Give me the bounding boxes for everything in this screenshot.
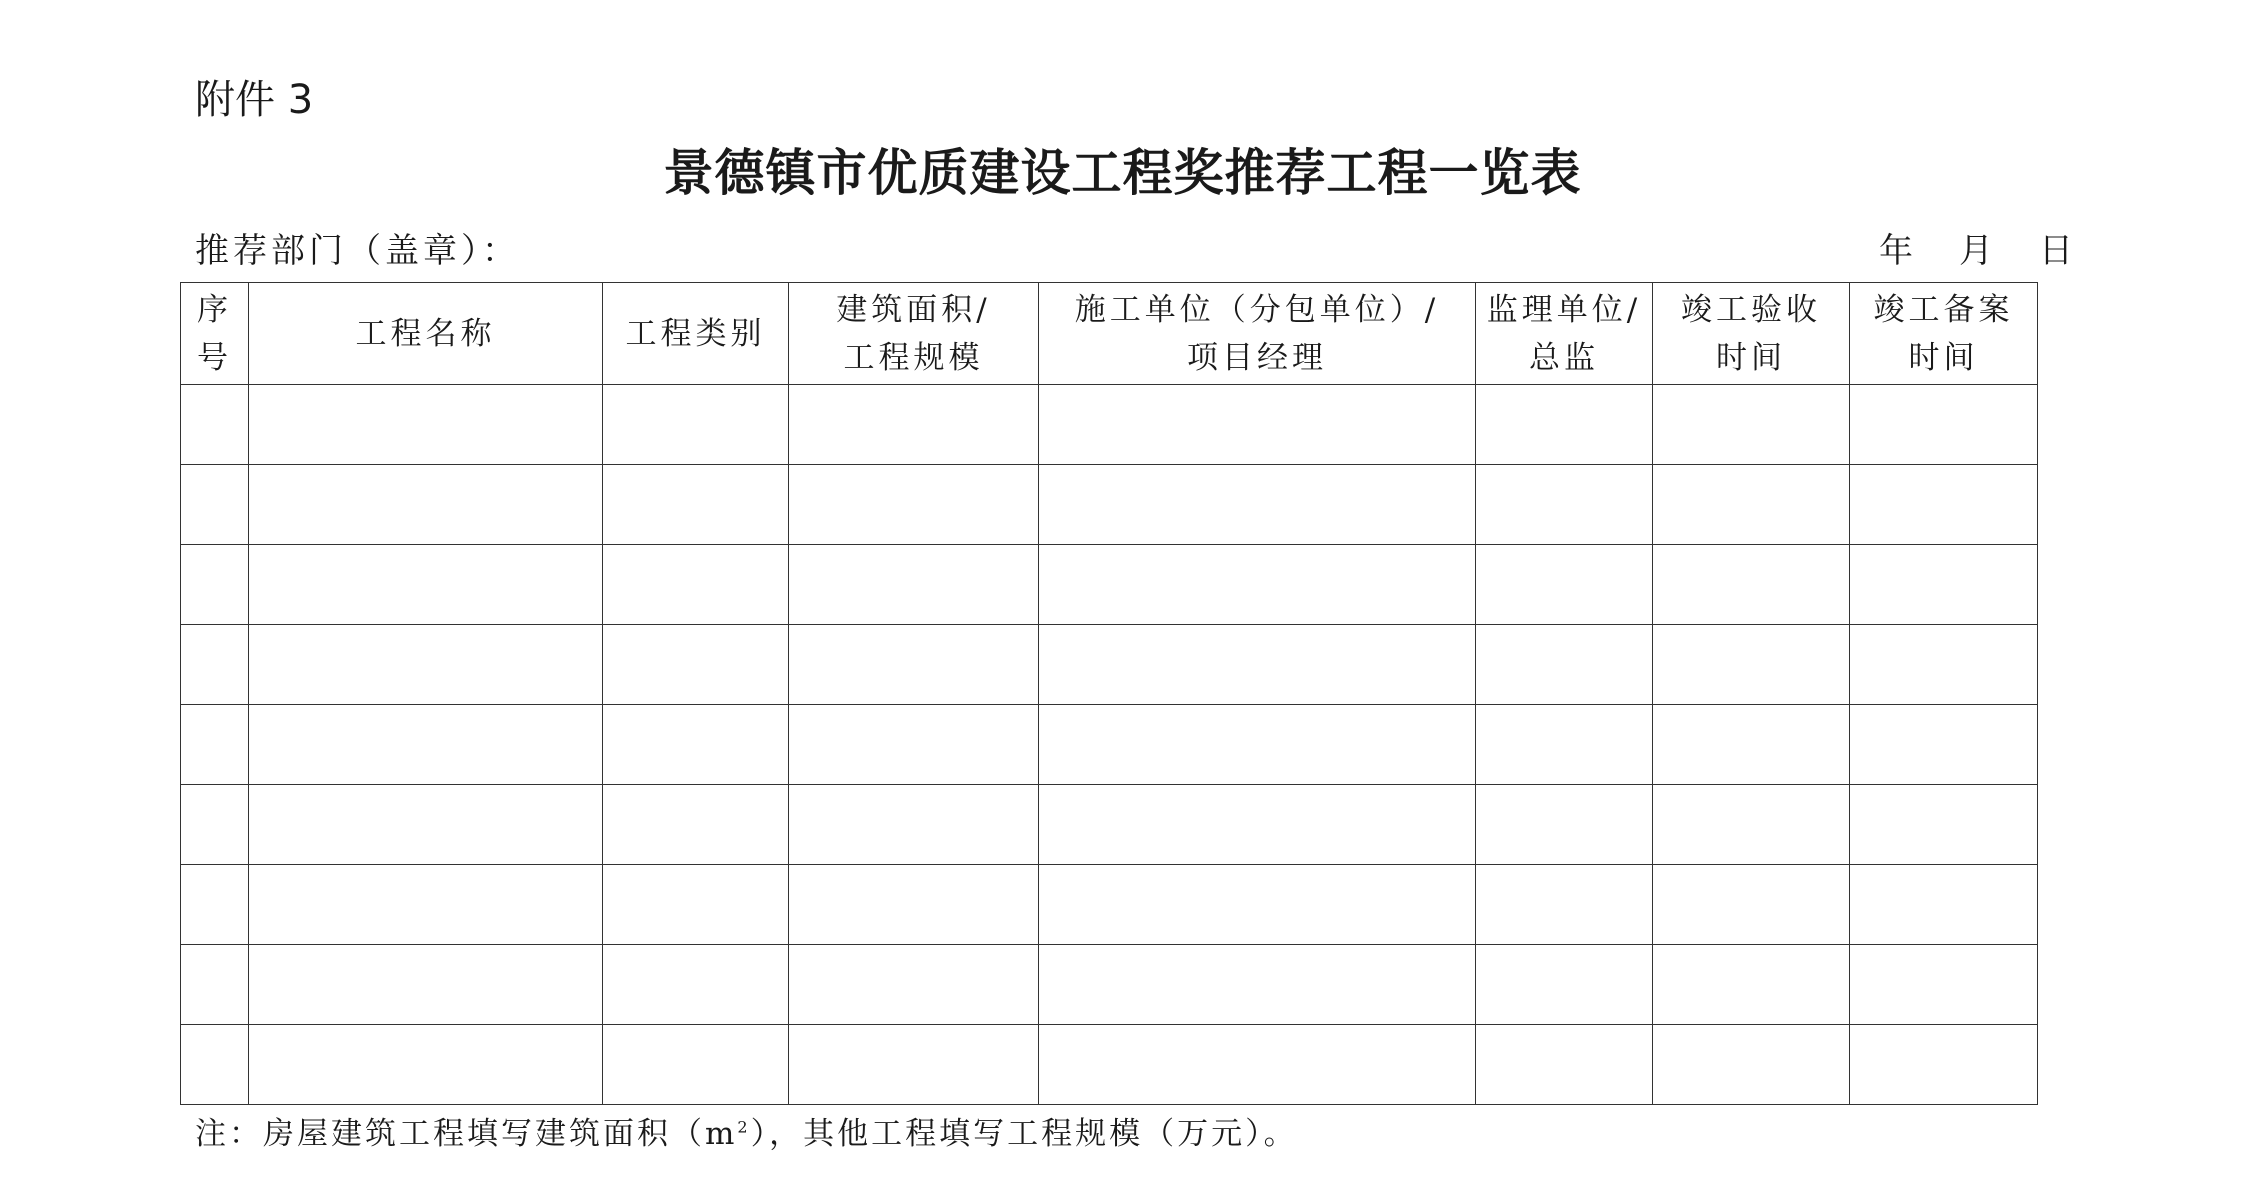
table-row <box>181 1025 2038 1105</box>
recommending-department-label: 推荐部门（盖章）： <box>195 231 520 271</box>
table-cell[interactable] <box>1850 705 2038 785</box>
table-cell[interactable] <box>1039 945 1476 1025</box>
table-cell[interactable] <box>1850 385 2038 465</box>
table-cell[interactable] <box>249 625 603 705</box>
table-cell[interactable] <box>1039 385 1476 465</box>
table-cell[interactable] <box>1476 945 1653 1025</box>
table-cell[interactable] <box>181 465 249 545</box>
header-project-category: 工程类别 <box>603 283 789 385</box>
table-cell[interactable] <box>789 545 1039 625</box>
table-cell[interactable] <box>1653 385 1850 465</box>
table-cell[interactable] <box>789 945 1039 1025</box>
table-cell[interactable] <box>1653 465 1850 545</box>
header-supervision-unit: 监理单位/ 总监 <box>1476 283 1653 385</box>
table-header-row <box>181 283 2038 385</box>
table-cell[interactable] <box>1476 865 1653 945</box>
table-cell[interactable] <box>249 465 603 545</box>
table-row <box>181 385 2038 465</box>
table-cell[interactable] <box>789 465 1039 545</box>
table-cell[interactable] <box>181 1025 249 1105</box>
table-cell[interactable] <box>181 625 249 705</box>
attachment-label: 附件 3 <box>195 77 314 123</box>
table-cell[interactable] <box>249 705 603 785</box>
header-completion-acceptance-time: 竣工验收 时间 <box>1653 283 1850 385</box>
table-cell[interactable] <box>1850 945 2038 1025</box>
table-cell[interactable] <box>1039 865 1476 945</box>
table-cell[interactable] <box>1653 865 1850 945</box>
table-cell[interactable] <box>1039 465 1476 545</box>
table-row <box>181 545 2038 625</box>
table-row <box>181 785 2038 865</box>
table-cell[interactable] <box>181 705 249 785</box>
table-cell[interactable] <box>181 545 249 625</box>
table-cell[interactable] <box>1476 385 1653 465</box>
table-cell[interactable] <box>789 865 1039 945</box>
table-cell[interactable] <box>603 625 789 705</box>
table-cell[interactable] <box>181 785 249 865</box>
recommendation-table <box>180 282 2038 1105</box>
superscript-2: 2 <box>737 1117 751 1137</box>
header-building-area: 建筑面积/ 工程规模 <box>789 283 1039 385</box>
table-cell[interactable] <box>1476 625 1653 705</box>
table-cell[interactable] <box>1850 465 2038 545</box>
table-cell[interactable] <box>1653 1025 1850 1105</box>
table-cell[interactable] <box>249 865 603 945</box>
table-cell[interactable] <box>603 465 789 545</box>
table-cell[interactable] <box>249 545 603 625</box>
table-cell[interactable] <box>1476 465 1653 545</box>
table-cell[interactable] <box>1653 785 1850 865</box>
header-construction-unit: 施工单位（分包单位）/ 项目经理 <box>1039 283 1476 385</box>
table-cell[interactable] <box>603 945 789 1025</box>
table-cell[interactable] <box>1850 785 2038 865</box>
table-cell[interactable] <box>1039 785 1476 865</box>
table-cell[interactable] <box>1476 785 1653 865</box>
table-cell[interactable] <box>789 785 1039 865</box>
footnote: 注：房屋建筑工程填写建筑面积$(m^2)$，其他工程填写工程规模（万元）。 <box>195 1116 1298 1152</box>
table-cell[interactable] <box>181 385 249 465</box>
date-month-label: 月 <box>1959 231 1993 271</box>
header-completion-filing-time: 竣工备案 时间 <box>1850 283 2038 385</box>
table-row <box>181 625 2038 705</box>
table-cell[interactable] <box>603 785 789 865</box>
table-cell[interactable] <box>603 1025 789 1105</box>
table-cell[interactable] <box>1653 625 1850 705</box>
date-day-label: 日 <box>2039 231 2073 271</box>
table-cell[interactable] <box>1039 545 1476 625</box>
document-title: 景德镇市优质建设工程奖推荐工程一览表 <box>663 144 1582 202</box>
table-cell[interactable] <box>1653 945 1850 1025</box>
table-cell[interactable] <box>603 865 789 945</box>
table-cell[interactable] <box>1653 545 1850 625</box>
table-cell[interactable] <box>603 545 789 625</box>
table-cell[interactable] <box>789 625 1039 705</box>
table-cell[interactable] <box>789 1025 1039 1105</box>
table-body <box>181 385 2038 1105</box>
table-cell[interactable] <box>1039 625 1476 705</box>
table-cell[interactable] <box>249 785 603 865</box>
header-project-name: 工程名称 <box>249 283 603 385</box>
table-cell[interactable] <box>181 865 249 945</box>
table-cell[interactable] <box>181 945 249 1025</box>
table-row <box>181 945 2038 1025</box>
table-cell[interactable] <box>789 705 1039 785</box>
table-row <box>181 465 2038 545</box>
table-cell[interactable] <box>249 1025 603 1105</box>
date-year-label: 年 <box>1879 231 1913 271</box>
table-cell[interactable] <box>603 705 789 785</box>
table-cell[interactable] <box>1039 1025 1476 1105</box>
table-cell[interactable] <box>603 385 789 465</box>
table-cell[interactable] <box>1653 705 1850 785</box>
header-serial-number: 序 号 <box>181 283 249 385</box>
table-cell[interactable] <box>249 385 603 465</box>
table-cell[interactable] <box>789 385 1039 465</box>
table-row <box>181 705 2038 785</box>
table-cell[interactable] <box>249 945 603 1025</box>
table-cell[interactable] <box>1850 1025 2038 1105</box>
table-cell[interactable] <box>1850 865 2038 945</box>
table-cell[interactable] <box>1476 1025 1653 1105</box>
table-cell[interactable] <box>1476 705 1653 785</box>
table-cell[interactable] <box>1039 705 1476 785</box>
date-fields <box>1879 226 2073 276</box>
table-cell[interactable] <box>1476 545 1653 625</box>
table-row <box>181 865 2038 945</box>
table-cell[interactable] <box>1850 625 2038 705</box>
table-cell[interactable] <box>1850 545 2038 625</box>
